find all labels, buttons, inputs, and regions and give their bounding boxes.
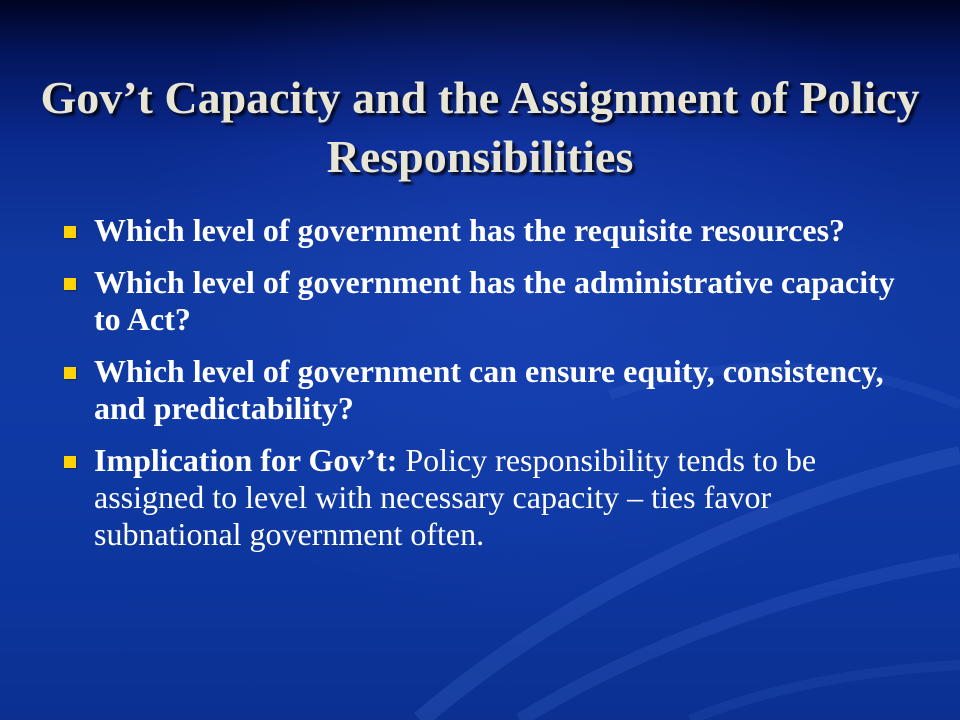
bullet-text: Which level of government can ensure equity, consistency, and predictability?: [94, 353, 884, 426]
square-bullet-icon: [64, 278, 76, 290]
slide-title: Gov’t Capacity and the Assignment of Policy Responsibilities: [40, 72, 920, 182]
bullet-item-resources: [60, 212, 910, 249]
square-bullet-icon: [64, 367, 76, 379]
bullet-item-equity: [60, 353, 910, 427]
bullet-text: Which level of government has the administrative capacity to Act?: [94, 264, 895, 337]
implication-text: Policy responsibility tends to be assigned to level with necessary capacity – ties favor subnational government often.: [94, 442, 817, 552]
bullet-list: [60, 212, 910, 568]
square-bullet-icon: [64, 456, 76, 468]
implication-label: Implication for Gov’t:: [94, 442, 398, 478]
square-bullet-icon: [64, 226, 76, 238]
bullet-text: Which level of government has the requisite resources?: [94, 212, 846, 248]
bullet-item-administrative-capacity: [60, 264, 910, 338]
bullet-item-implication: [60, 442, 910, 553]
